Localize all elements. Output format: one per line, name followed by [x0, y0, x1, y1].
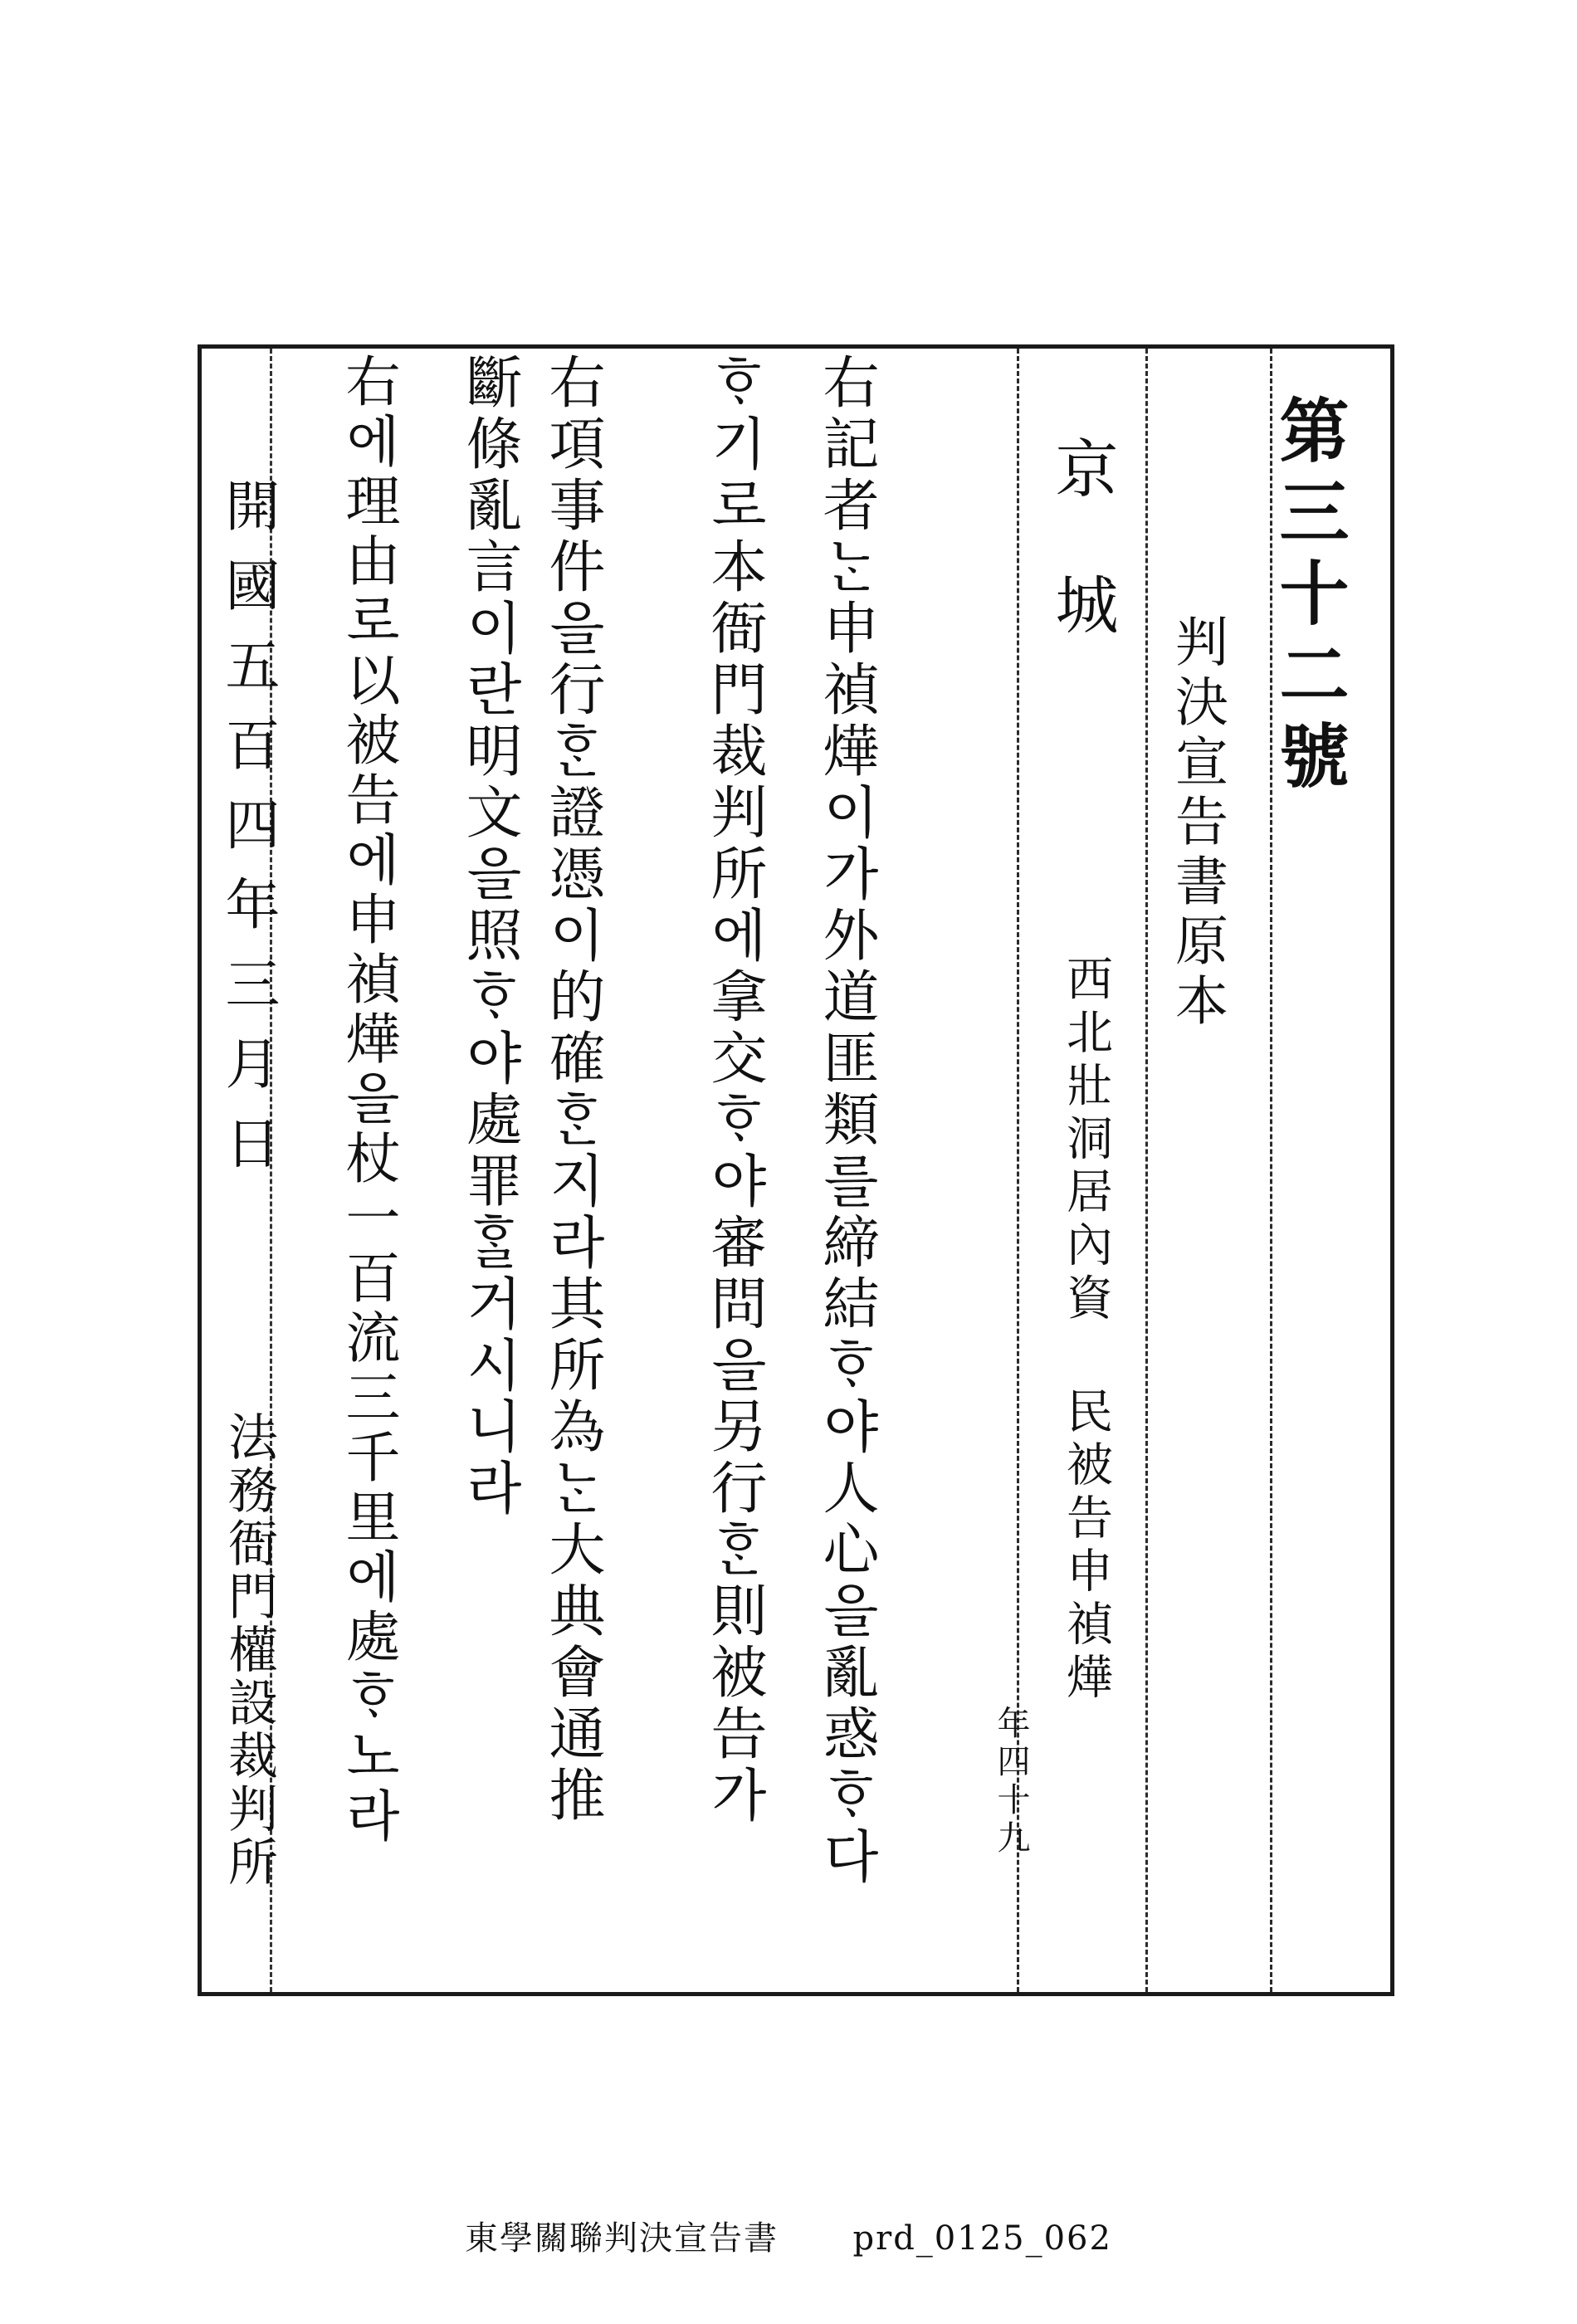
body-line: 右에理由로以被告에申禎燁을杖一百流三千里에處ᄒᆞ노라	[336, 353, 400, 1847]
place-name: 京城	[1045, 436, 1119, 708]
court-name: 法務衙門權設裁判所	[220, 1411, 278, 1889]
defendant-age: 年四十九	[992, 1706, 1030, 1858]
document-type: 判決宣告書原本	[1166, 614, 1228, 1033]
document-number-title: 第三十二號	[1268, 394, 1350, 801]
body-line: 斷條亂言이란明文을照ᄒᆞ야處罪ᄒᆞᆯ거시니라	[456, 353, 522, 1520]
defendant-info: 西北壯洞居內資 民被告申禎燁	[1059, 954, 1113, 1706]
page-footer	[0, 2212, 1577, 2259]
body-line: 右記者ᄂᆞᆫ申禎燁이가外道匪類를締結ᄒᆞ야人心을亂惑ᄒᆞ다	[813, 353, 879, 1888]
column-rule	[1145, 349, 1148, 1992]
document-date: 開國五百四年三月日	[216, 477, 280, 1194]
collection-title: 東學關聯判決宣告書	[465, 2219, 779, 2258]
body-line: 右項事件을行ᄒᆞᆫ證憑이的確ᄒᆞᆫ지라其所為ᄂᆞᆫ大典會通推	[540, 353, 605, 1827]
body-line: ᄒᆞ기로本衙門裁判所에拿交ᄒᆞ야審問을另行ᄒᆞᆫ則被告가	[701, 353, 767, 1827]
page-id: prd_0125_062	[852, 2219, 1112, 2258]
